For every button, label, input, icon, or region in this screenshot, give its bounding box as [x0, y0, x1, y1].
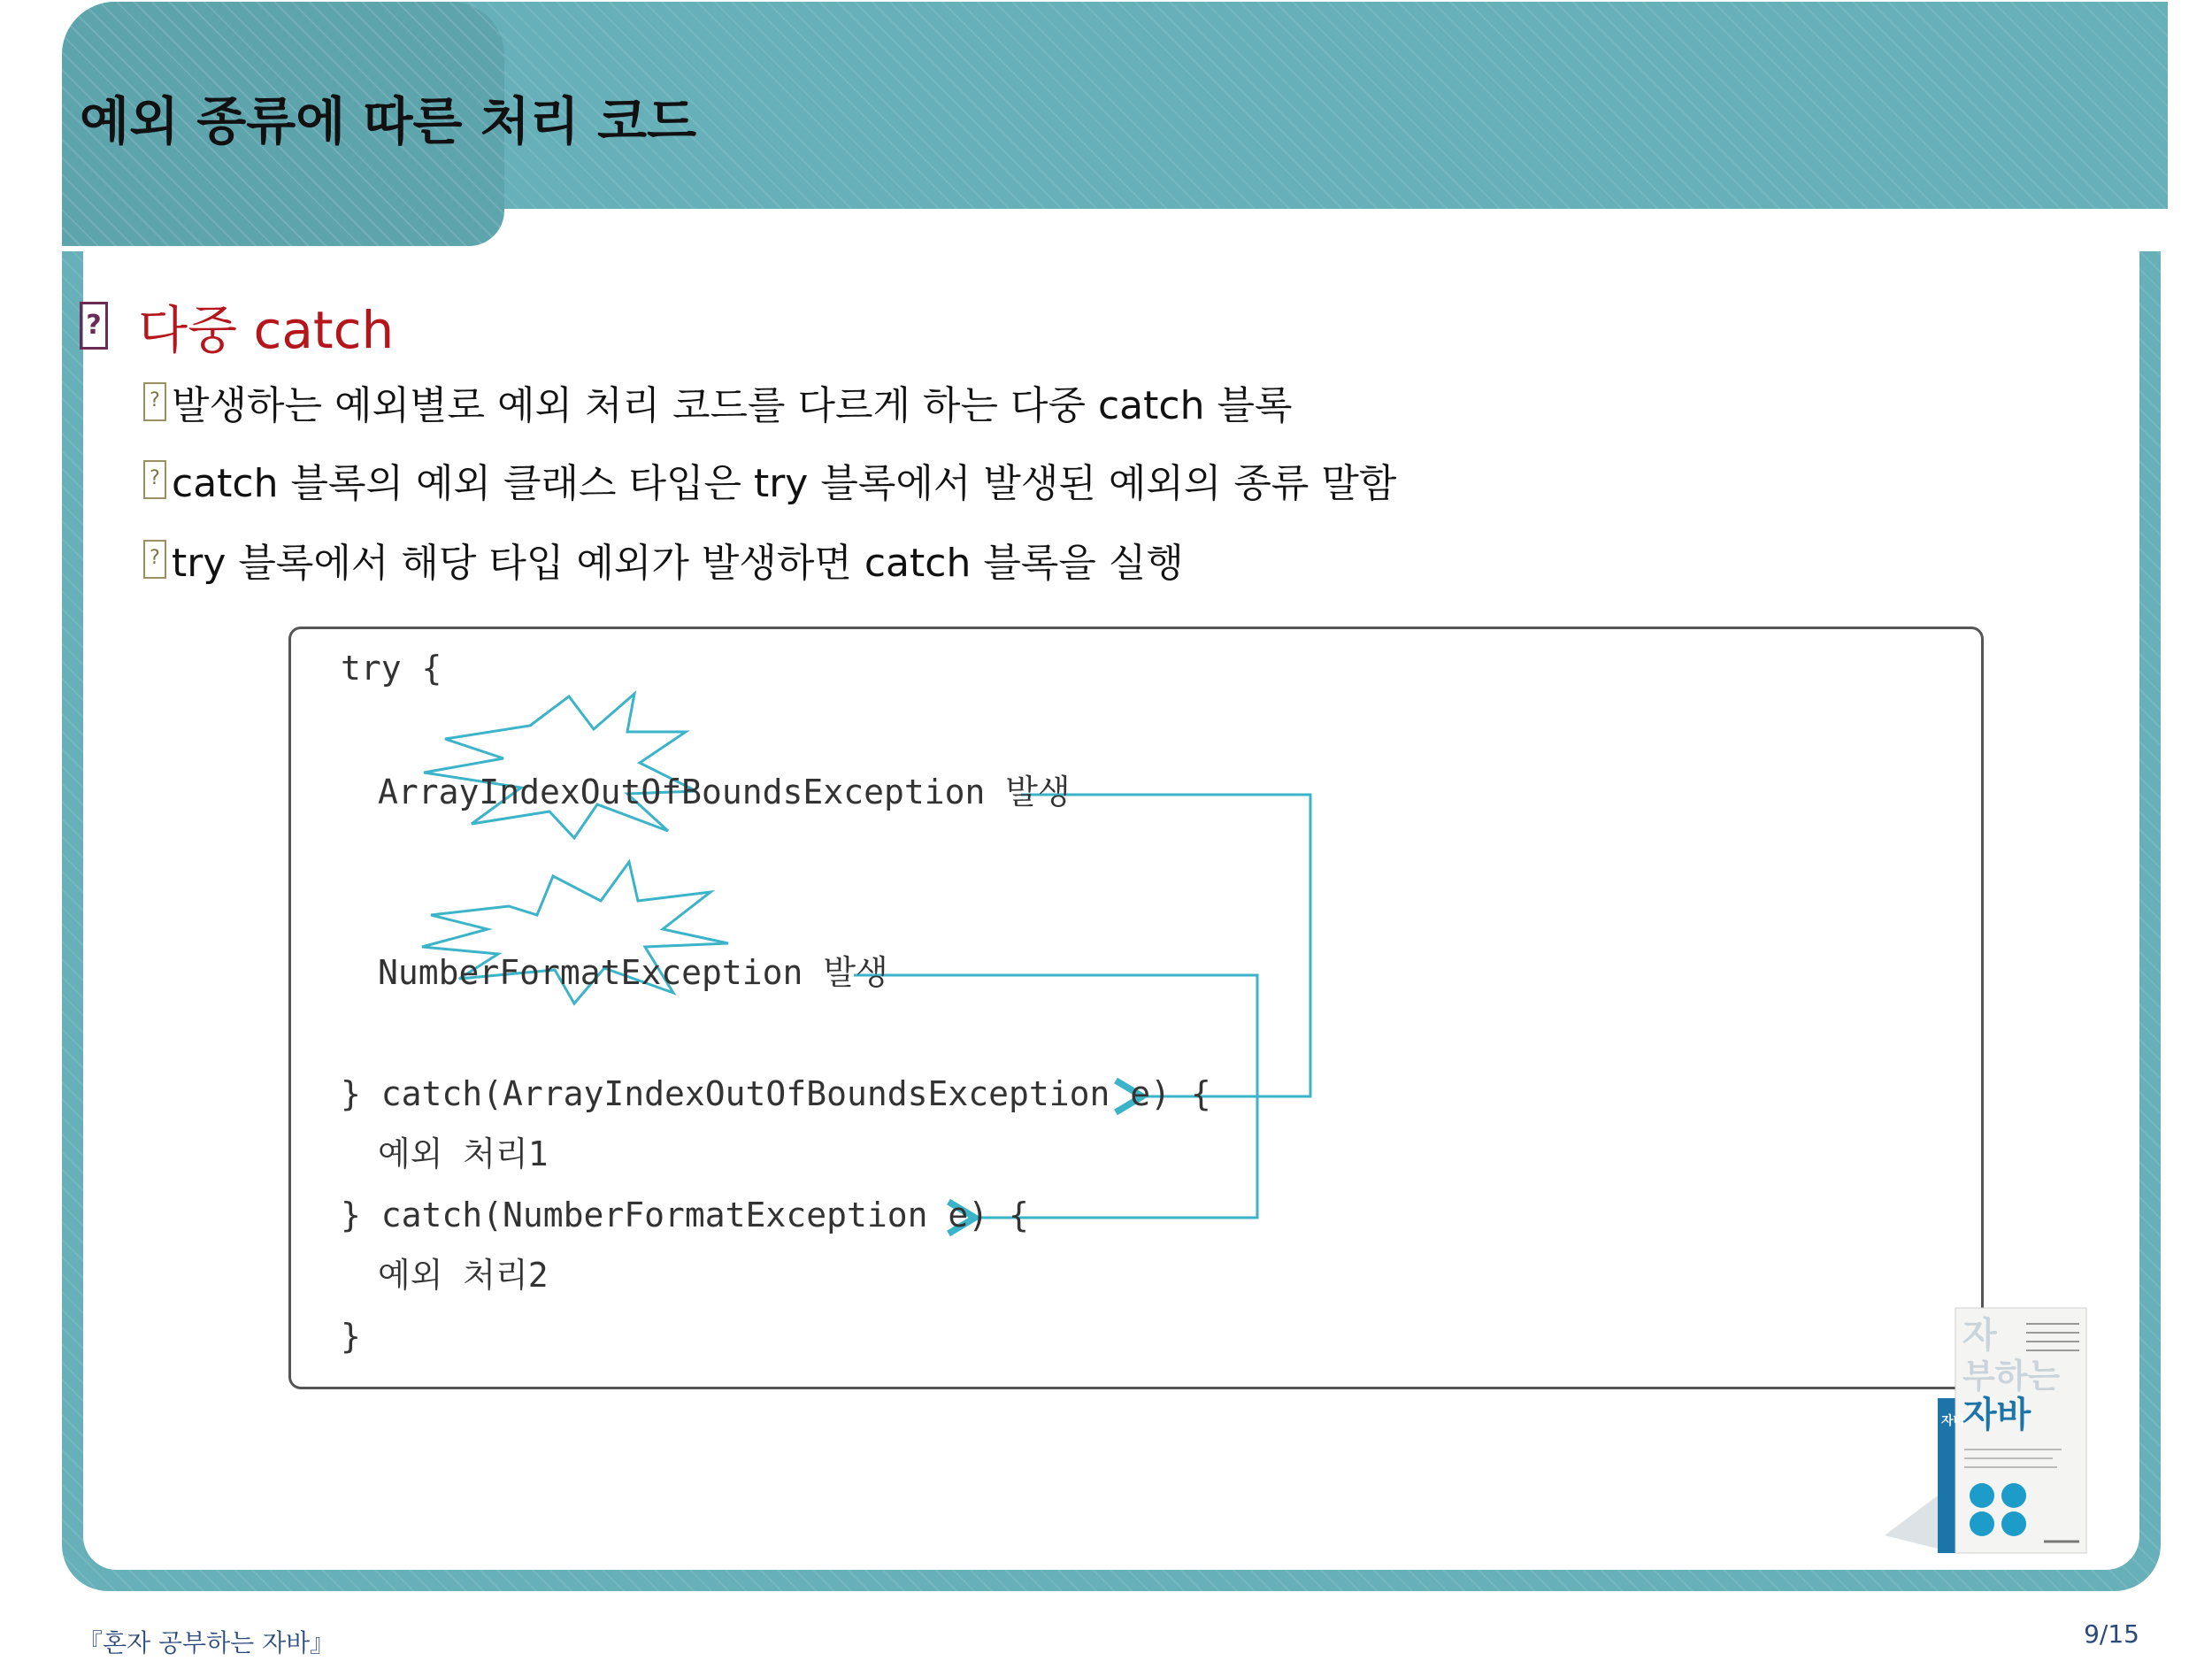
page-number: 9/15 — [2084, 1619, 2139, 1649]
code-diagram-svg — [291, 629, 1981, 1387]
code-line: } — [341, 1317, 361, 1356]
code-line: try { — [341, 649, 442, 688]
arrow-connector — [1021, 795, 1310, 1096]
bullet-icon: ? — [143, 382, 166, 421]
code-line: NumberFormatException 발생 — [378, 953, 888, 992]
bullet-text: catch 블록의 예외 클래스 타입은 try 블록에서 발생된 예외의 종류 말함 — [172, 461, 1397, 506]
slide-title: 예외 종류에 따른 처리 코드 — [80, 91, 697, 151]
bullet-text: 발생하는 예외별로 예외 처리 코드를 다르게 하는 다중 catch 블록 — [172, 383, 1293, 428]
code-line: 예외 처리1 — [378, 1134, 549, 1173]
code-line: } catch(ArrayIndexOutOfBoundsException e) { — [341, 1074, 1211, 1113]
bullet-text: try 블록에서 해당 타입 예외가 발생하면 catch 블록을 실행 — [172, 541, 1184, 586]
book-cover-title: 부하는 — [1962, 1357, 2061, 1396]
heading-bullet-icon: ? — [80, 302, 108, 350]
code-line: } catch(NumberFormatException e) { — [341, 1196, 1029, 1234]
code-diagram — [288, 627, 1984, 1389]
bullet-icon: ? — [143, 460, 166, 499]
bullet-item — [143, 451, 1396, 508]
book-cover-image — [1885, 1292, 2097, 1557]
bullet-icon: ? — [143, 540, 166, 579]
bullet-item — [143, 531, 1184, 588]
code-line: ArrayIndexOutOfBoundsException 발생 — [378, 773, 1071, 811]
section-heading — [80, 290, 394, 361]
burst-shape — [424, 694, 696, 838]
book-cover-title: 자바 — [1962, 1395, 2032, 1435]
book-cover-spine: 자바 — [1941, 1414, 1966, 1428]
footer-book-title: 『혼자 공부하는 자바』 — [78, 1628, 335, 1657]
book-cover-title: 자 — [1962, 1315, 1997, 1356]
heading-text: 다중 catch — [138, 300, 395, 360]
bullet-item — [143, 373, 1292, 430]
code-line: 예외 처리2 — [378, 1256, 549, 1295]
